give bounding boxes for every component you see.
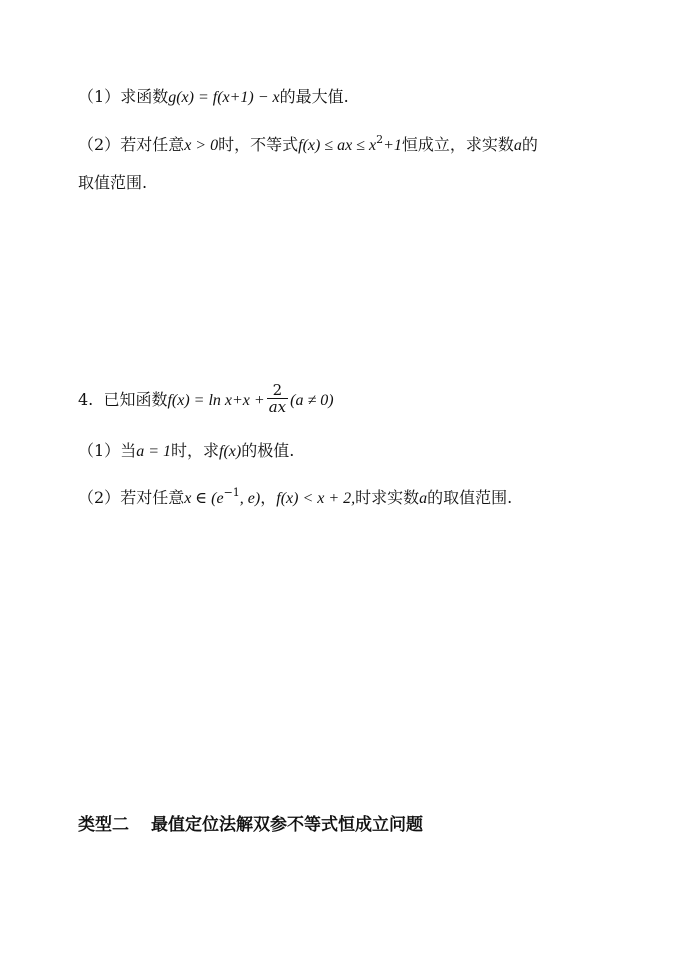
q3-part1	[78, 86, 349, 109]
q3-part2-text-c: 恒成立，求实数	[401, 135, 514, 154]
q4-part2-text-b: 时求实数	[355, 488, 420, 507]
q4-text-a: 已知函数	[103, 390, 168, 409]
q4-part2-domain-exp: −1	[223, 486, 240, 499]
q4-expr-b: (a ≠ 0)	[290, 392, 334, 409]
q4-part2-text-a: 若对任意	[120, 488, 185, 507]
q3-part1-expr: g(x) = f(x+1) − x	[168, 89, 280, 106]
section-type-label: 类型二	[78, 815, 129, 835]
q4-part2-label: （2）	[78, 488, 121, 507]
q3-part1-text-a: 求函数	[120, 87, 169, 106]
q3-part2	[78, 129, 538, 157]
q4-part2-var: a	[419, 490, 428, 507]
q3-part2-continuation	[78, 172, 147, 194]
q3-part2-text-a: 若对任意	[120, 135, 185, 154]
q4-part2-domain-b: , e)	[239, 490, 261, 507]
q3-part2-cond: x > 0	[184, 137, 219, 154]
q3-part2-label: （2）	[78, 135, 121, 154]
section-heading	[78, 813, 423, 837]
q3-part2-text-e: 取值范围.	[78, 173, 148, 192]
q4-part2-ineq: f(x) < x + 2,	[276, 490, 356, 507]
q3-part2-text-d: 的	[521, 135, 538, 154]
q3-part2-ineq-exp: 2	[376, 133, 384, 146]
q4-part1-label: （1）	[78, 441, 121, 460]
q4-part1-text-c: 的极值.	[241, 441, 295, 460]
q4-number: 4.	[78, 390, 94, 409]
q3-part1-text-b: 的最大值.	[279, 87, 349, 106]
q3-part1-label: （1）	[78, 87, 121, 106]
q4-part1-text-a: 当	[120, 441, 137, 460]
q4-part1-cond: a = 1	[136, 443, 171, 460]
q4-part2-domain-a: x ∈ (e	[184, 490, 224, 507]
q4-stem	[78, 381, 334, 417]
q3-part2-text-b: 时，不等式	[218, 135, 299, 154]
q4-part2-sep: ，	[260, 488, 277, 507]
q4-frac-num: 2	[267, 382, 288, 399]
q4-expr-a: f(x) = ln x+x +	[167, 392, 265, 409]
q3-part2-var: a	[513, 137, 522, 154]
q4-part2-text-c: 的取值范围.	[427, 488, 513, 507]
section-title: 最值定位法解双参不等式恒成立问题	[151, 815, 423, 835]
q4-part1-text-b: 时，求	[171, 441, 220, 460]
q3-part2-ineq-b: +1	[383, 137, 402, 154]
q4-part1-func: f(x)	[219, 443, 242, 460]
q4-fraction	[267, 382, 288, 415]
q4-frac-den: ax	[268, 398, 287, 416]
q3-part2-ineq-a: f(x) ≤ ax ≤ x	[298, 137, 377, 154]
q4-part2	[78, 482, 512, 510]
q4-part1	[78, 440, 294, 463]
